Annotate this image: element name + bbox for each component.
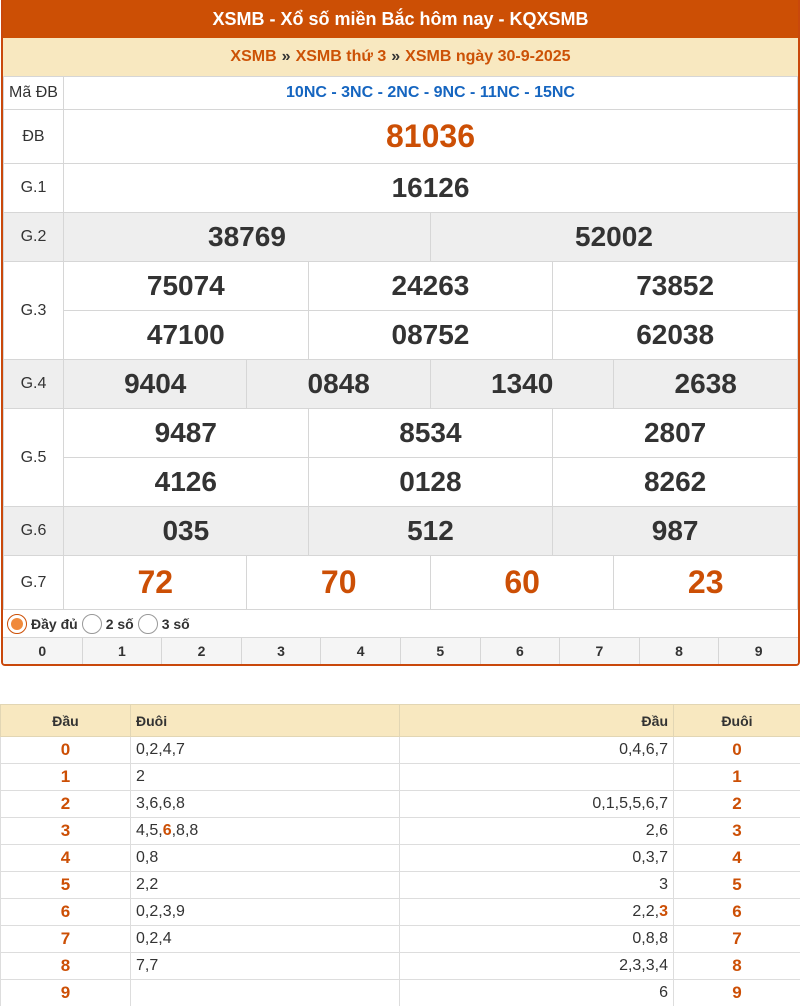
digit-filter-button[interactable]: 1 — [83, 638, 163, 664]
head-digit: 9 — [1, 980, 131, 1006]
breadcrumb-separator: » — [391, 48, 401, 65]
head-value-segment: 2,2, — [632, 903, 660, 920]
prize-number: 2807 — [553, 409, 798, 458]
prize-number: 75074 — [64, 262, 309, 311]
prize-number: 4126 — [64, 458, 309, 507]
head-values — [400, 980, 674, 1006]
digit-filter-button[interactable]: 8 — [640, 638, 720, 664]
column-header-head: Đầu — [1, 705, 131, 737]
head-values — [400, 818, 674, 845]
head-values — [400, 791, 674, 818]
tail-digit: 5 — [674, 872, 800, 899]
head-values — [400, 899, 674, 926]
loto-head-tail-table — [0, 704, 800, 1006]
tail-value-segment: 0,2,4 — [136, 930, 172, 947]
head-value-segment: 2,3,3,4 — [619, 957, 668, 974]
tail-value-segment: 6 — [162, 822, 172, 839]
tail-values — [131, 818, 400, 845]
tail-digit: 6 — [674, 899, 800, 926]
radio-icon[interactable] — [138, 614, 158, 634]
digit-filter-button[interactable]: 0 — [3, 638, 83, 664]
tail-values — [131, 899, 400, 926]
tail-digit: 7 — [674, 926, 800, 953]
head-value-segment: 3 — [659, 903, 668, 920]
tail-values — [131, 926, 400, 953]
prize-number: 70 — [247, 556, 430, 610]
option-full[interactable] — [7, 614, 78, 634]
tail-digit: 8 — [674, 953, 800, 980]
result-box — [1, 0, 800, 666]
table-row — [1, 953, 800, 980]
prize-number: 8534 — [308, 409, 553, 458]
prize-number: 08752 — [308, 311, 553, 360]
digit-filter-button[interactable]: 6 — [481, 638, 561, 664]
tail-values — [131, 980, 400, 1006]
head-digit: 5 — [1, 872, 131, 899]
tail-digit: 2 — [674, 791, 800, 818]
tail-value-segment: 0,8 — [136, 849, 159, 866]
head-value-segment: 0,3,7 — [632, 849, 668, 866]
option-label: 3 số — [161, 615, 190, 632]
tail-digit: 1 — [674, 764, 800, 791]
tail-values — [131, 845, 400, 872]
tail-value-segment: 3,6,6,8 — [136, 795, 185, 812]
option-3-digits[interactable] — [138, 614, 190, 634]
special-codes: 10NC - 3NC - 2NC - 9NC - 11NC - 15NC — [64, 77, 798, 110]
head-values — [400, 953, 674, 980]
option-2-digits[interactable] — [82, 614, 134, 634]
head-values — [400, 845, 674, 872]
tail-value-segment: 4,5, — [136, 822, 163, 839]
breadcrumb-link-weekday[interactable]: XSMB thứ 3 — [295, 48, 387, 65]
digit-filter-button[interactable]: 7 — [560, 638, 640, 664]
digit-filter-button[interactable]: 5 — [401, 638, 481, 664]
table-row — [1, 926, 800, 953]
breadcrumb-separator: » — [281, 48, 291, 65]
head-digit: 7 — [1, 926, 131, 953]
tail-values — [131, 872, 400, 899]
tail-value-segment: 2,2 — [136, 876, 159, 893]
table-row — [1, 980, 800, 1006]
option-label: 2 số — [105, 615, 134, 632]
prize-label: G.2 — [4, 213, 64, 262]
head-digit: 6 — [1, 899, 131, 926]
breadcrumb — [3, 38, 798, 76]
prize-number: 38769 — [64, 213, 431, 262]
head-value-segment: 0,1,5,5,6,7 — [592, 795, 668, 812]
column-header-tail: Đuôi — [674, 705, 800, 737]
prize-label: G.6 — [4, 507, 64, 556]
head-value-segment: 3 — [659, 876, 668, 893]
prize-number: 72 — [64, 556, 247, 610]
table-row — [1, 872, 800, 899]
page-title: XSMB - Xổ số miền Bắc hôm nay - KQXSMB — [1, 0, 800, 38]
tail-digit: 4 — [674, 845, 800, 872]
prize-number: 987 — [553, 507, 798, 556]
tail-value-segment: 2 — [136, 768, 145, 785]
table-row — [1, 899, 800, 926]
prize-label: Mã ĐB — [4, 77, 64, 110]
tail-value-segment: ,8,8 — [171, 822, 199, 839]
table-row — [1, 791, 800, 818]
head-values — [400, 764, 674, 791]
breadcrumb-link-date[interactable]: XSMB ngày 30-9-2025 — [405, 48, 571, 65]
special-prize-number: 81036 — [64, 110, 798, 164]
option-label: Đầy đủ — [31, 615, 78, 632]
tail-values — [131, 737, 400, 764]
tail-digit: 0 — [674, 737, 800, 764]
radio-selected-icon[interactable] — [7, 614, 27, 634]
prize-number: 0848 — [247, 360, 430, 409]
head-digit: 1 — [1, 764, 131, 791]
head-value-segment: 0,8,8 — [632, 930, 668, 947]
prize-number: 52002 — [430, 213, 797, 262]
column-header-tail: Đuôi — [131, 705, 400, 737]
prize-number: 1340 — [430, 360, 613, 409]
head-digit: 3 — [1, 818, 131, 845]
column-header-head: Đầu — [400, 705, 674, 737]
head-value-segment: 2,6 — [645, 822, 668, 839]
tail-values — [131, 791, 400, 818]
display-options — [3, 610, 798, 638]
prize-label: G.3 — [4, 262, 64, 360]
prize-number: 16126 — [64, 164, 798, 213]
prize-number: 8262 — [553, 458, 798, 507]
head-digit: 2 — [1, 791, 131, 818]
tail-digit: 3 — [674, 818, 800, 845]
prize-number: 47100 — [64, 311, 309, 360]
digit-filter-button[interactable]: 4 — [321, 638, 401, 664]
head-digit: 0 — [1, 737, 131, 764]
head-digit: 4 — [1, 845, 131, 872]
prize-number: 9404 — [64, 360, 247, 409]
prize-number: 0128 — [308, 458, 553, 507]
table-row — [1, 737, 800, 764]
head-value-segment: 0,4,6,7 — [619, 741, 668, 758]
digit-filter-button[interactable]: 9 — [754, 643, 763, 659]
tail-value-segment: 7,7 — [136, 957, 159, 974]
prize-number: 73852 — [553, 262, 798, 311]
digit-filter-bar — [3, 638, 798, 664]
prize-number: 9487 — [64, 409, 309, 458]
breadcrumb-link-xsmb[interactable]: XSMB — [230, 48, 277, 65]
tail-values — [131, 953, 400, 980]
prize-number: 23 — [614, 556, 798, 610]
prize-label: G.5 — [4, 409, 64, 507]
digit-filter-button[interactable]: 3 — [242, 638, 322, 664]
prize-number: 512 — [308, 507, 553, 556]
tail-values — [131, 764, 400, 791]
head-digit: 8 — [1, 953, 131, 980]
prize-label: G.7 — [4, 556, 64, 610]
table-row — [1, 764, 800, 791]
prize-table — [3, 76, 798, 610]
digit-filter-button[interactable]: 2 — [162, 638, 242, 664]
prize-label: G.1 — [4, 164, 64, 213]
table-row — [1, 818, 800, 845]
head-value-segment: 6 — [659, 984, 668, 1001]
head-values — [400, 737, 674, 764]
head-values — [400, 926, 674, 953]
tail-value-segment: 0,2,3,9 — [136, 903, 185, 920]
prize-number: 60 — [430, 556, 613, 610]
table-row — [1, 845, 800, 872]
prize-label: G.4 — [4, 360, 64, 409]
radio-icon[interactable] — [82, 614, 102, 634]
tail-digit: 9 — [674, 980, 800, 1006]
prize-number: 2638 — [614, 360, 798, 409]
head-values — [400, 872, 674, 899]
prize-label: ĐB — [4, 110, 64, 164]
tail-value-segment: 0,2,4,7 — [136, 741, 185, 758]
prize-number: 62038 — [553, 311, 798, 360]
prize-number: 035 — [64, 507, 309, 556]
prize-number: 24263 — [308, 262, 553, 311]
